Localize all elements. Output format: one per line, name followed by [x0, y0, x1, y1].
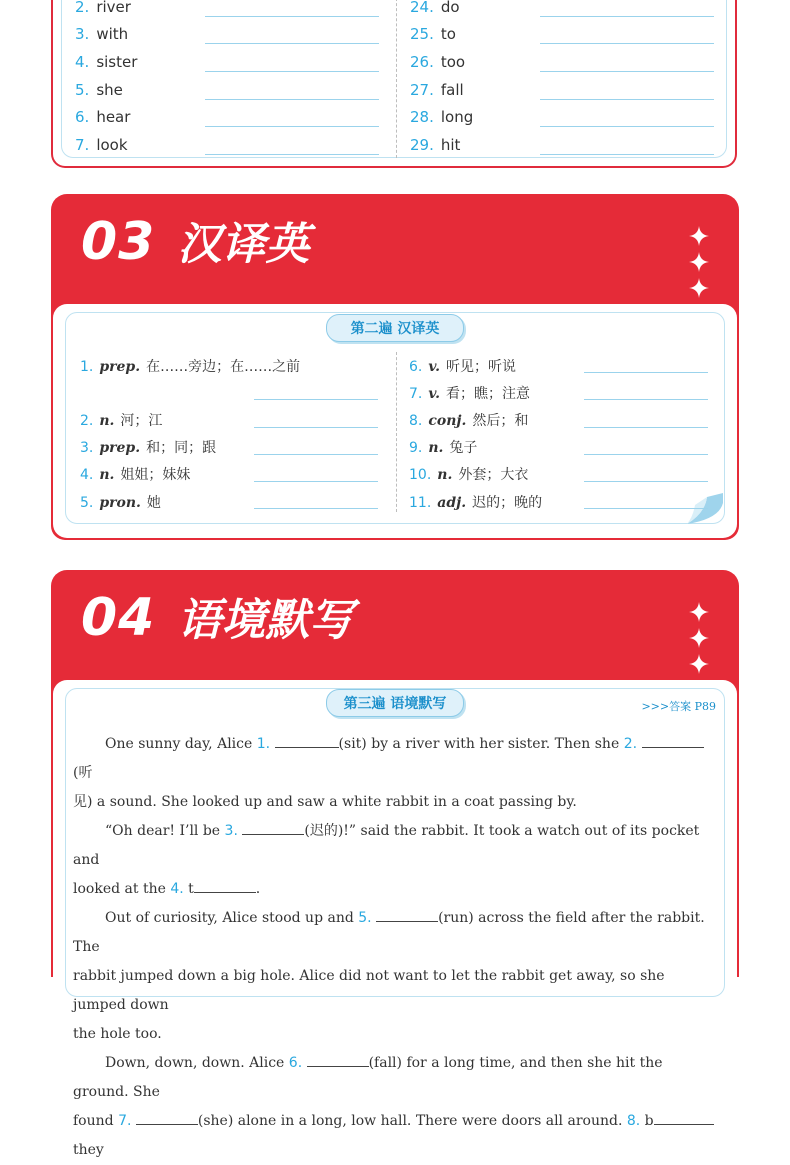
answer-line[interactable] [254, 481, 378, 482]
list-item: 5. she [75, 81, 123, 99]
list-item: 1. prep. 在……旁边；在……之前 [80, 359, 301, 375]
answer-reference: >>>答案 P89 [641, 700, 716, 713]
list-item: 28. long [410, 108, 474, 126]
passage-para-3: Out of curiosity, Alice stood up and 5. (run) across the field after the rabbit. The rabbit jumped down a big hole. Alice did not want to let the rabbit get away, so she jumped down the hole too. [73, 904, 717, 1049]
answer-line[interactable] [205, 16, 379, 17]
blank-8[interactable] [654, 1110, 714, 1125]
list-item: 24. do [410, 0, 460, 16]
list-item: 7. v. 看；瞧；注意 [409, 386, 530, 402]
sparkle-stars-icon [689, 226, 711, 304]
pass-label-pill: 第三遍 语境默写 [326, 689, 464, 717]
list-item: 9. n. 兔子 [409, 440, 478, 456]
list-item: 2. river [75, 0, 131, 16]
list-item: 3. with [75, 25, 129, 43]
section-04-header [51, 570, 739, 680]
answer-line[interactable] [254, 399, 378, 400]
list-item: 26. too [410, 53, 466, 71]
passage-para-1: One sunny day, Alice 1. (sit) by a river with her sister. Then she 2. (听 见) a sound. She looked up and saw a white rabbit in a coat passing by. [73, 730, 717, 817]
blank-1[interactable] [275, 733, 339, 748]
list-item: 10. n. 外套；大衣 [409, 467, 529, 483]
answer-line[interactable] [584, 372, 708, 373]
list-item: 8. conj. 然后；和 [409, 413, 529, 429]
answer-line[interactable] [540, 99, 714, 100]
column-divider [396, 0, 397, 158]
answer-line[interactable] [584, 399, 708, 400]
answer-line[interactable] [254, 427, 378, 428]
answer-line[interactable] [205, 43, 379, 44]
list-item: 2. n. 河；江 [80, 413, 163, 429]
answer-line[interactable] [584, 508, 708, 509]
answer-line[interactable] [205, 154, 379, 155]
word-list-card [51, 0, 737, 168]
answer-line[interactable] [540, 16, 714, 17]
answer-line[interactable] [540, 126, 714, 127]
passage-para-2: “Oh dear! I’ll be 3. (迟的)!” said the rabbit. It took a watch out of its pocket and looked at the 4. t . [73, 817, 717, 904]
answer-line[interactable] [584, 481, 708, 482]
answer-line[interactable] [254, 454, 378, 455]
answer-line[interactable] [254, 508, 378, 509]
page-curl-icon [683, 493, 723, 525]
answer-line[interactable] [540, 154, 714, 155]
blank-6[interactable] [307, 1052, 369, 1067]
blank-3[interactable] [242, 820, 304, 835]
section-03-header [51, 194, 739, 304]
list-item: 11. adj. 迟的；晚的 [409, 495, 543, 511]
list-item: 3. prep. 和；同；跟 [80, 440, 217, 456]
list-item: 4. n. 姐姐；妹妹 [80, 467, 191, 483]
word-list-inner-border [61, 0, 727, 158]
blank-2[interactable] [642, 733, 704, 748]
answer-line[interactable] [584, 427, 708, 428]
blank-4[interactable] [194, 878, 256, 893]
passage [73, 730, 717, 1165]
section-04-title: 04 语境默写 [81, 588, 354, 648]
list-item: 7. look [75, 136, 128, 154]
answer-line[interactable] [205, 99, 379, 100]
section-03-title: 03 汉译英 [81, 212, 310, 272]
pass-label-pill: 第二遍 汉译英 [326, 314, 464, 342]
answer-line[interactable] [205, 126, 379, 127]
list-item: 27. fall [410, 81, 464, 99]
answer-line[interactable] [205, 71, 379, 72]
sparkle-stars-icon [689, 602, 711, 680]
column-divider [396, 352, 397, 512]
passage-para-4: Down, down, down. Alice 6. (fall) for a long time, and then she hit the ground. She found 7. (she) alone in a long, low hall. There were doors all around. 8. b they [73, 1049, 717, 1165]
answer-line[interactable] [540, 71, 714, 72]
answer-line[interactable] [584, 454, 708, 455]
blank-5[interactable] [376, 907, 438, 922]
answer-line[interactable] [540, 43, 714, 44]
section-03-inner-border [65, 312, 725, 524]
list-item: 6. v. 听见；听说 [409, 359, 516, 375]
list-item: 6. hear [75, 108, 131, 126]
blank-7[interactable] [136, 1110, 198, 1125]
list-item: 29. hit [410, 136, 461, 154]
list-item: 4. sister [75, 53, 138, 71]
list-item: 25. to [410, 25, 456, 43]
list-item: 5. pron. 她 [80, 495, 161, 511]
